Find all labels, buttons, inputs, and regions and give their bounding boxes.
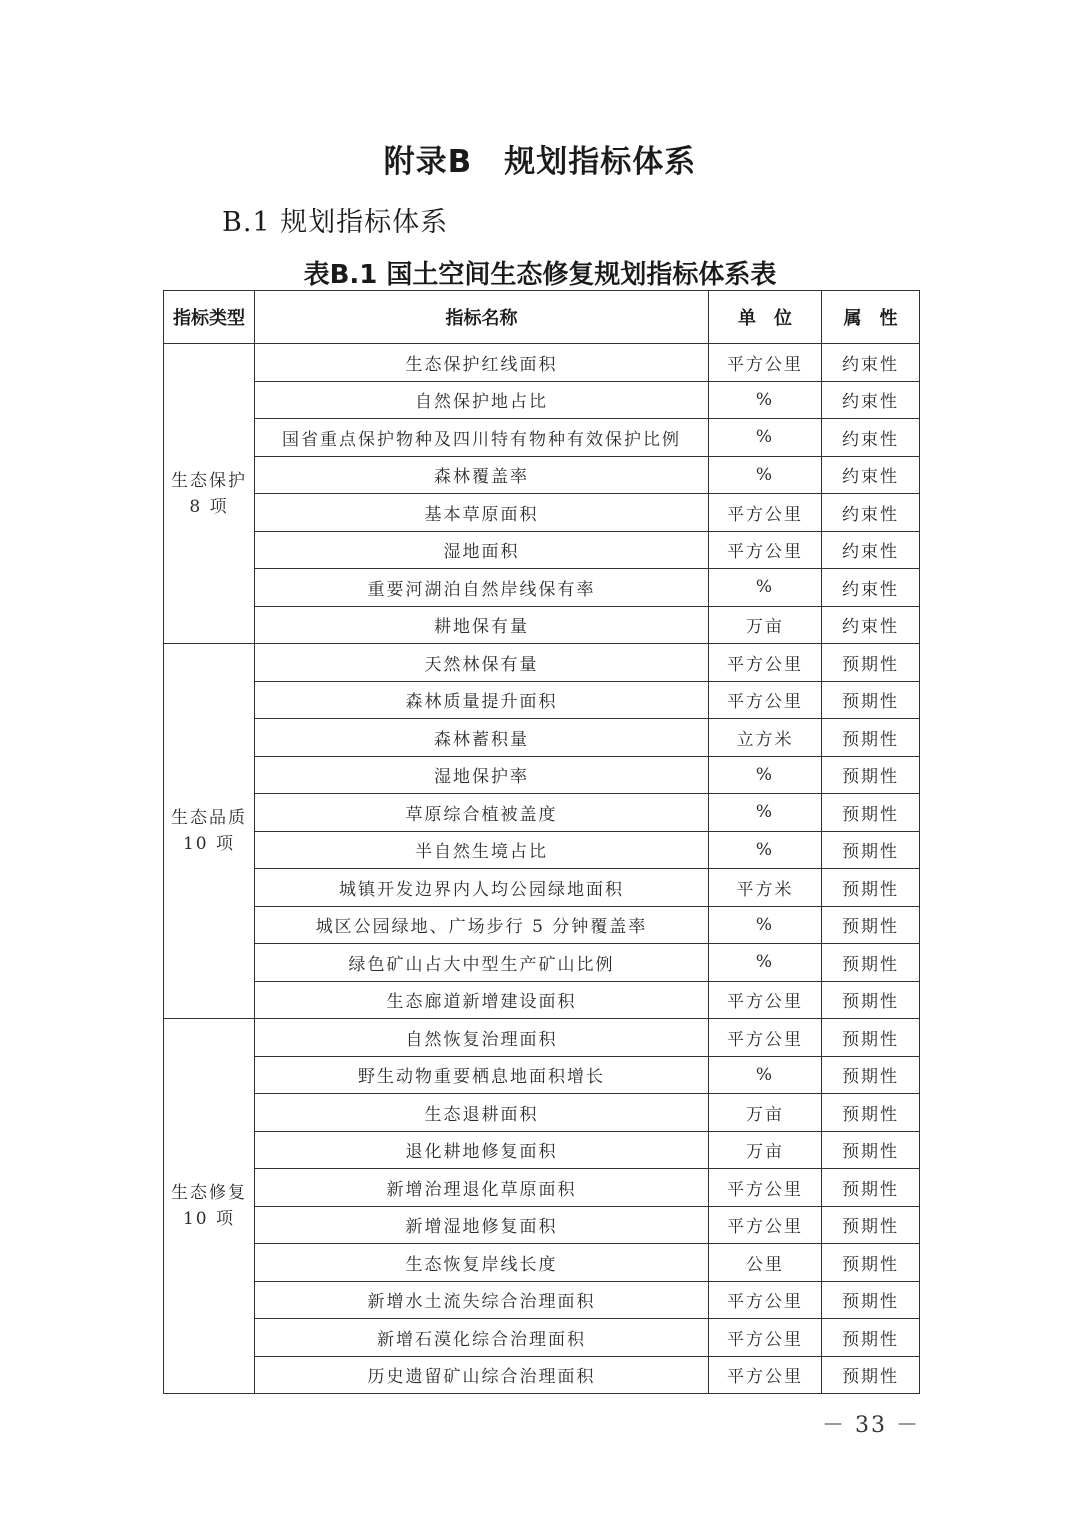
- table-caption: 表B.1 国土空间生态修复规划指标体系表: [303, 260, 777, 290]
- table-row: [164, 719, 920, 757]
- unit-cell: 平方公里: [709, 1281, 822, 1319]
- indicator-name-cell: 生态恢复岸线长度: [255, 1244, 709, 1282]
- attribute-cell: 预期性: [822, 1281, 920, 1319]
- section-title: B.1 规划指标体系: [222, 207, 449, 238]
- indicator-name-cell: 湿地面积: [255, 531, 709, 569]
- attribute-cell: 预期性: [822, 1131, 920, 1169]
- indicator-name-cell: 草原综合植被盖度: [255, 794, 709, 832]
- unit-cell: %: [709, 381, 822, 419]
- table-row: [164, 1244, 920, 1282]
- indicator-name-cell: 新增水土流失综合治理面积: [255, 1281, 709, 1319]
- indicator-name-cell: 森林覆盖率: [255, 456, 709, 494]
- attribute-cell: 预期性: [822, 1056, 920, 1094]
- attribute-cell: 约束性: [822, 494, 920, 532]
- category-label: 生态修复: [171, 1183, 247, 1203]
- unit-cell: 平方公里: [709, 1206, 822, 1244]
- table-body: [164, 344, 920, 1394]
- unit-cell: 平方公里: [709, 681, 822, 719]
- category-count: 10 项: [182, 834, 236, 854]
- attribute-cell: 预期性: [822, 981, 920, 1019]
- table-row: [164, 494, 920, 532]
- category-label: 生态保护: [171, 470, 247, 491]
- appendix-title: 附录B 规划指标体系: [383, 144, 697, 180]
- attribute-cell: 约束性: [822, 419, 920, 457]
- category-cell: [164, 344, 255, 644]
- unit-cell: %: [709, 794, 822, 832]
- attribute-cell: 预期性: [822, 794, 920, 832]
- table-row: [164, 831, 920, 869]
- unit-cell: 平方米: [709, 869, 822, 907]
- unit-cell: 平方公里: [709, 531, 822, 569]
- indicator-name-cell: 森林质量提升面积: [255, 681, 709, 719]
- unit-cell: 平方公里: [709, 494, 822, 532]
- unit-cell: %: [709, 906, 822, 944]
- category-count: 10 项: [182, 1209, 236, 1229]
- indicator-name-cell: 生态退耕面积: [255, 1094, 709, 1132]
- table-row: [164, 1319, 920, 1357]
- table-row: [164, 906, 920, 944]
- attribute-cell: 预期性: [822, 756, 920, 794]
- indicator-name-cell: 森林蓄积量: [255, 719, 709, 757]
- indicator-name-cell: 城镇开发边界内人均公园绿地面积: [255, 869, 709, 907]
- table-row: [164, 456, 920, 494]
- attribute-cell: 约束性: [822, 344, 920, 382]
- unit-cell: 平方公里: [709, 644, 822, 682]
- attribute-cell: 预期性: [822, 906, 920, 944]
- indicator-name-cell: 基本草原面积: [255, 494, 709, 532]
- table-row: [164, 756, 920, 794]
- indicator-name-cell: 新增石漠化综合治理面积: [255, 1319, 709, 1357]
- attribute-cell: 约束性: [822, 381, 920, 419]
- unit-cell: 平方公里: [709, 1319, 822, 1357]
- table-header-row: [164, 291, 920, 344]
- indicator-name-cell: 生态保护红线面积: [255, 344, 709, 382]
- indicator-name-cell: 国省重点保护物种及四川特有物种有效保护比例: [255, 419, 709, 457]
- table-row: [164, 1056, 920, 1094]
- unit-cell: %: [709, 756, 822, 794]
- header-indicator-type: 指标类型: [164, 291, 255, 344]
- indicator-name-cell: 自然保护地占比: [255, 381, 709, 419]
- attribute-cell: 预期性: [822, 1206, 920, 1244]
- indicator-name-cell: 城区公园绿地、广场步行 5 分钟覆盖率: [255, 906, 709, 944]
- attribute-cell: 约束性: [822, 531, 920, 569]
- table-row: [164, 1131, 920, 1169]
- unit-cell: %: [709, 569, 822, 607]
- indicator-name-cell: 野生动物重要栖息地面积增长: [255, 1056, 709, 1094]
- table-row: [164, 644, 920, 682]
- table-row: [164, 681, 920, 719]
- indicator-name-cell: 退化耕地修复面积: [255, 1131, 709, 1169]
- unit-cell: 万亩: [709, 1094, 822, 1132]
- unit-cell: %: [709, 456, 822, 494]
- indicator-name-cell: 耕地保有量: [255, 606, 709, 644]
- table-row: [164, 531, 920, 569]
- table-row: [164, 1094, 920, 1132]
- attribute-cell: 预期性: [822, 869, 920, 907]
- unit-cell: %: [709, 944, 822, 982]
- unit-cell: 公里: [709, 1244, 822, 1282]
- unit-cell: %: [709, 831, 822, 869]
- unit-cell: 万亩: [709, 1131, 822, 1169]
- attribute-cell: 预期性: [822, 644, 920, 682]
- unit-cell: 立方米: [709, 719, 822, 757]
- indicator-table: [163, 290, 920, 1394]
- attribute-cell: 预期性: [822, 1094, 920, 1132]
- table-row: [164, 1206, 920, 1244]
- category-cell: [164, 1019, 255, 1394]
- table-row: [164, 1356, 920, 1394]
- attribute-cell: 约束性: [822, 569, 920, 607]
- indicator-name-cell: 半自然生境占比: [255, 831, 709, 869]
- table-row: [164, 869, 920, 907]
- attribute-cell: 预期性: [822, 944, 920, 982]
- table-row: [164, 1019, 920, 1057]
- indicator-name-cell: 湿地保护率: [255, 756, 709, 794]
- header-indicator-name: 指标名称: [255, 291, 709, 344]
- unit-cell: %: [709, 419, 822, 457]
- table-row: [164, 1281, 920, 1319]
- unit-cell: %: [709, 1056, 822, 1094]
- table-row: [164, 981, 920, 1019]
- category-count: 8 项: [189, 496, 229, 517]
- unit-cell: 万亩: [709, 606, 822, 644]
- indicator-name-cell: 天然林保有量: [255, 644, 709, 682]
- category-cell: [164, 644, 255, 1019]
- unit-cell: 平方公里: [709, 1019, 822, 1057]
- attribute-cell: 预期性: [822, 1169, 920, 1207]
- indicator-name-cell: 自然恢复治理面积: [255, 1019, 709, 1057]
- table-row: [164, 419, 920, 457]
- attribute-cell: 预期性: [822, 1019, 920, 1057]
- attribute-cell: 预期性: [822, 831, 920, 869]
- indicator-name-cell: 绿色矿山占大中型生产矿山比例: [255, 944, 709, 982]
- indicator-name-cell: 新增湿地修复面积: [255, 1206, 709, 1244]
- indicator-name-cell: 历史遗留矿山综合治理面积: [255, 1356, 709, 1394]
- unit-cell: 平方公里: [709, 1169, 822, 1207]
- category-label: 生态品质: [171, 808, 247, 828]
- attribute-cell: 预期性: [822, 1244, 920, 1282]
- page-number: － 33 －: [822, 1413, 920, 1438]
- attribute-cell: 预期性: [822, 1319, 920, 1357]
- indicator-name-cell: 新增治理退化草原面积: [255, 1169, 709, 1207]
- indicator-name-cell: 生态廊道新增建设面积: [255, 981, 709, 1019]
- table-row: [164, 569, 920, 607]
- unit-cell: 平方公里: [709, 344, 822, 382]
- indicator-name-cell: 重要河湖泊自然岸线保有率: [255, 569, 709, 607]
- table-row: [164, 344, 920, 382]
- table-row: [164, 1169, 920, 1207]
- attribute-cell: 预期性: [822, 681, 920, 719]
- table-row: [164, 944, 920, 982]
- header-unit: 单 位: [709, 291, 822, 344]
- attribute-cell: 约束性: [822, 456, 920, 494]
- table-row: [164, 794, 920, 832]
- table-row: [164, 381, 920, 419]
- table-row: [164, 606, 920, 644]
- unit-cell: 平方公里: [709, 1356, 822, 1394]
- attribute-cell: 约束性: [822, 606, 920, 644]
- header-attribute: 属 性: [822, 291, 920, 344]
- attribute-cell: 预期性: [822, 1356, 920, 1394]
- attribute-cell: 预期性: [822, 719, 920, 757]
- unit-cell: 平方公里: [709, 981, 822, 1019]
